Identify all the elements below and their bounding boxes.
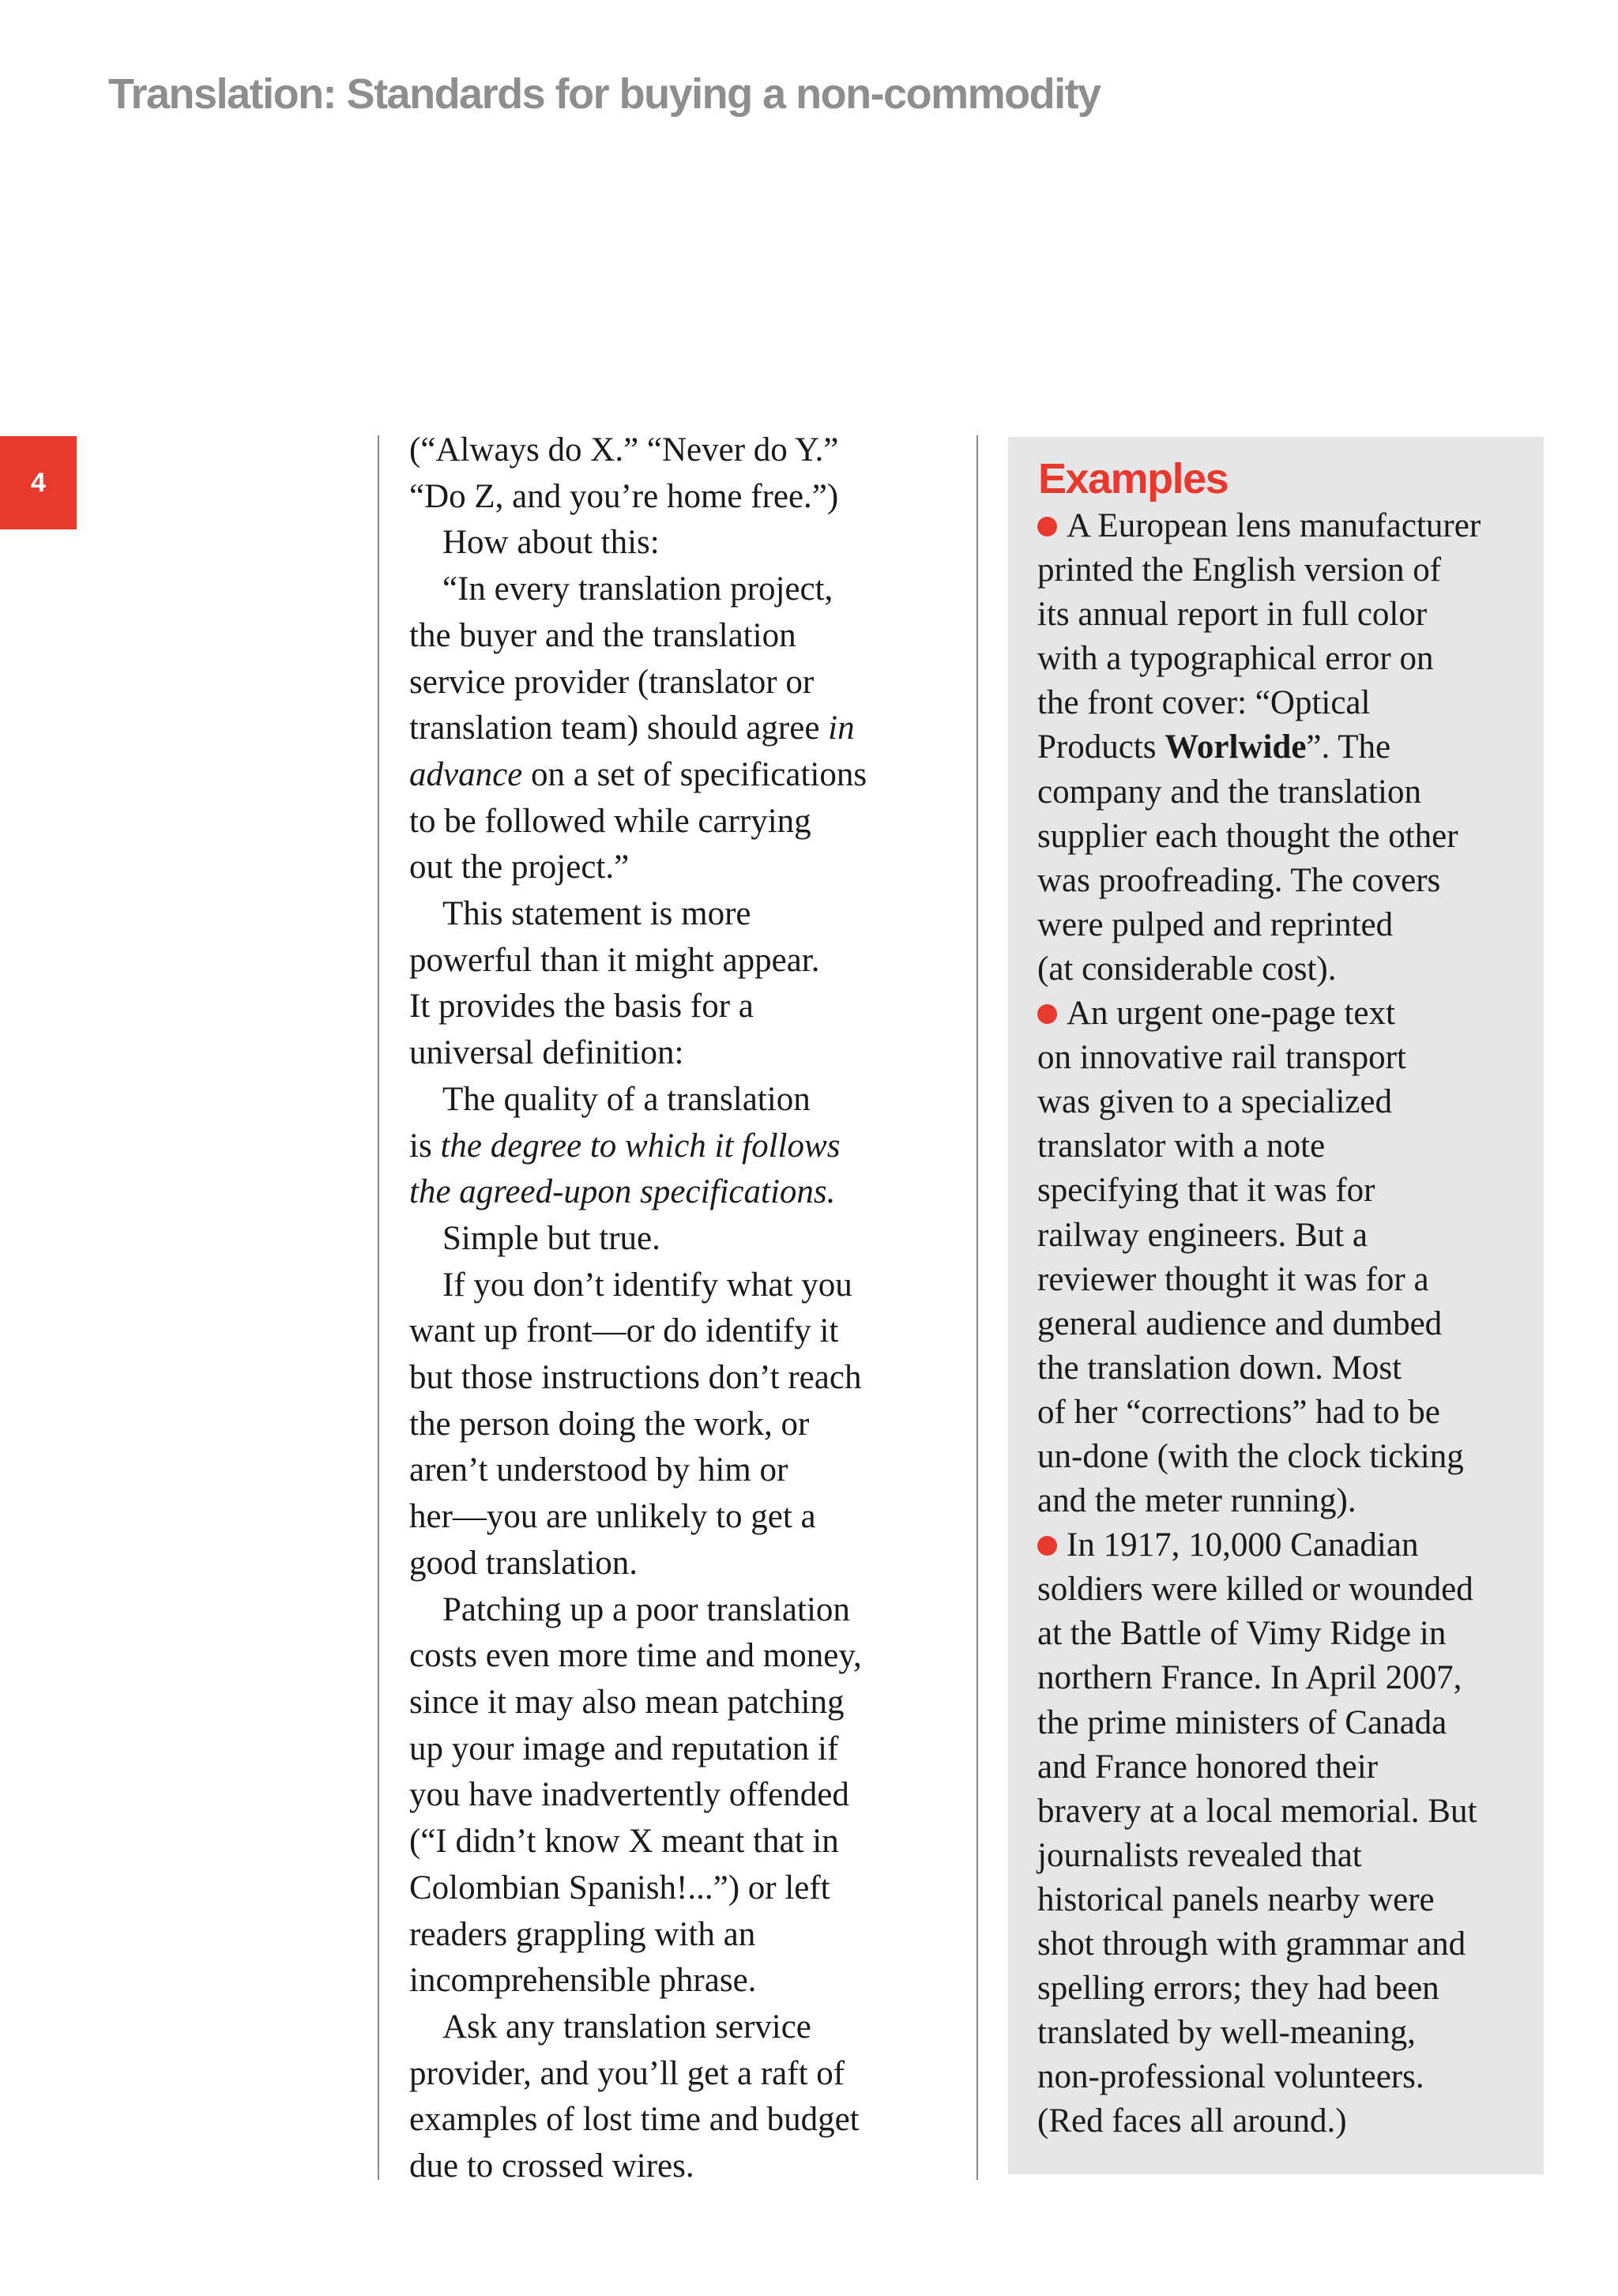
body-line: (“Always do X.” “Never do Y.” (409, 431, 839, 469)
body-line: but those instructions don’t reach (409, 1359, 862, 1397)
body-line: If you don’t identify what you (442, 1266, 852, 1304)
body-line: How about this: (442, 524, 660, 562)
body-line: good translation. (409, 1544, 638, 1582)
body-line: want up front—or do identify it (409, 1312, 839, 1350)
body-line: powerful than it might appear. (409, 941, 820, 979)
examples-sidebar (1008, 437, 1544, 2174)
sidebar-line: specifying that it was for (1037, 1172, 1375, 1210)
sidebar-line: (at considerable cost). (1037, 950, 1337, 988)
body-line: due to crossed wires. (409, 2147, 694, 2185)
body-line: out the project.” (409, 849, 630, 886)
sidebar-line: translated by well-meaning, (1037, 2014, 1416, 2052)
body-line: incomprehensible phrase. (409, 1962, 757, 2000)
sidebar-line: non-professional volunteers. (1037, 2058, 1424, 2096)
body-line: up your image and reputation if (409, 1730, 839, 1767)
sidebar-line: historical panels nearby were (1037, 1880, 1435, 1918)
sidebar-line: spelling errors; they had been (1037, 1970, 1439, 2008)
body-line: examples of lost time and budget (409, 2101, 860, 2139)
sidebar-text-run: ”. The (1306, 728, 1391, 766)
sidebar-line: soldiers were killed or wounded (1037, 1571, 1473, 1609)
sidebar-text-run: In 1917, 10,000 Canadian (1067, 1526, 1419, 1564)
body-line: provider, and you’ll get a raft of (409, 2054, 845, 2092)
running-head-title: Translation: Standards for buying a non-commodity (108, 70, 1101, 118)
main-text-column (409, 427, 954, 2190)
body-line: readers grappling with an (409, 1915, 756, 1953)
sidebar-line: bravery at a local memorial. But (1037, 1792, 1477, 1830)
emphasis-text: the agreed-upon specifications. (409, 1173, 836, 1211)
sidebar-heading: Examples (1038, 455, 1229, 502)
emphasis-text: advance (409, 755, 523, 793)
body-line: her—you are unlikely to get a (409, 1498, 816, 1536)
body-line (409, 706, 954, 752)
sidebar-line: was given to a specialized (1037, 1083, 1392, 1121)
body-line: Colombian Spanish!...”) or left (409, 1869, 830, 1906)
body-line: This statement is more (442, 895, 751, 933)
sidebar-line: and the meter running). (1037, 1482, 1356, 1520)
body-text-run: on a set of specifications (522, 755, 867, 793)
sidebar-line: journalists revealed that (1037, 1836, 1362, 1874)
body-line: (“I didn’t know X meant that in (409, 1823, 839, 1861)
sidebar-line: and France honored their (1037, 1748, 1379, 1786)
sidebar-line: its annual report in full color (1037, 596, 1428, 634)
bullet-dot-icon (1037, 1004, 1057, 1024)
right-column-rule (976, 435, 978, 2180)
body-line: “In every translation project, (442, 570, 833, 608)
emphasis-text: in (828, 710, 855, 747)
body-line: Simple but true. (442, 1219, 660, 1257)
sidebar-line (1037, 725, 1539, 770)
sidebar-line (1037, 1523, 1539, 1568)
body-line: the buyer and the translation (409, 616, 796, 654)
bullet-dot-icon (1037, 517, 1057, 536)
sidebar-line: northern France. In April 2007, (1037, 1659, 1462, 1697)
sidebar-line: were pulped and reprinted (1037, 905, 1394, 943)
sidebar-line: translator with a note (1037, 1127, 1326, 1165)
page-number-tab (0, 436, 77, 529)
body-line: It provides the basis for a (409, 988, 754, 1026)
body-line: you have inadvertently offended (409, 1776, 849, 1814)
bold-text: Worlwide (1165, 728, 1307, 766)
body-line: service provider (translator or (409, 663, 815, 701)
bullet-dot-icon (1037, 1536, 1057, 1556)
body-line: the person doing the work, or (409, 1405, 810, 1443)
body-line: aren’t understood by him or (409, 1451, 788, 1489)
body-line: costs even more time and money, (409, 1637, 862, 1675)
sidebar-line: railway engineers. But a (1037, 1216, 1368, 1254)
sidebar-line: un-done (with the clock ticking (1037, 1437, 1464, 1475)
sidebar-line (1037, 992, 1539, 1036)
sidebar-line: general audience and dumbed (1037, 1304, 1443, 1342)
sidebar-text-run: Products (1037, 728, 1165, 766)
body-line: to be followed while carrying (409, 802, 811, 840)
body-line (409, 1169, 954, 1216)
sidebar-text-run: An urgent one-page text (1067, 995, 1395, 1033)
body-line: since it may also mean patching (409, 1683, 845, 1721)
sidebar-line (1037, 504, 1539, 548)
sidebar-line: company and the translation (1037, 773, 1421, 811)
body-line (409, 1124, 954, 1170)
body-line (409, 752, 954, 799)
sidebar-line: at the Battle of Vimy Ridge in (1037, 1615, 1447, 1653)
body-line: Patching up a poor translation (442, 1590, 850, 1628)
sidebar-line: of her “corrections” had to be (1037, 1393, 1440, 1431)
sidebar-text (1037, 504, 1539, 2144)
sidebar-text-run: A European lens manufacturer (1067, 507, 1481, 544)
sidebar-line: (Red faces all around.) (1037, 2102, 1347, 2140)
sidebar-line: the front cover: “Optical (1037, 684, 1371, 722)
sidebar-line: on innovative rail transport (1037, 1039, 1406, 1077)
emphasis-text: the degree to which it follows (440, 1127, 841, 1165)
page-number: 4 (31, 467, 46, 498)
body-line: Ask any translation service (442, 2008, 811, 2046)
body-text-run: is (409, 1127, 441, 1165)
sidebar-line: the prime ministers of Canada (1037, 1703, 1447, 1741)
sidebar-line: reviewer thought it was for a (1037, 1260, 1429, 1298)
body-text-run: translation team) should agree (409, 710, 829, 747)
body-line: “Do Z, and you’re home free.”) (409, 477, 839, 515)
sidebar-line: supplier each thought the other (1037, 817, 1458, 855)
sidebar-line: with a typographical error on (1037, 640, 1434, 678)
sidebar-line: the translation down. Most (1037, 1349, 1402, 1387)
sidebar-line: shot through with grammar and (1037, 1925, 1466, 1963)
sidebar-line: printed the English version of (1037, 551, 1442, 589)
left-column-rule (378, 435, 379, 2180)
body-line: universal definition: (409, 1034, 684, 1072)
body-line: The quality of a translation (442, 1080, 811, 1118)
sidebar-line: was proofreading. The covers (1037, 861, 1441, 899)
